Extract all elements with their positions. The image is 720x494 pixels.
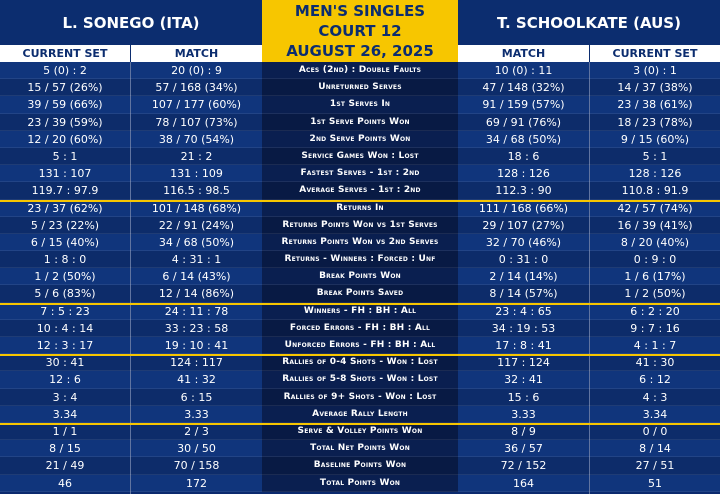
stat-label: Rallies of 0-4 Shots - Won : Lost [262,354,458,371]
stat-label: Unforced Errors - FH : BH : All [262,337,458,354]
right-match-value: 8 / 14 (57%) [458,285,589,302]
left-current-set-value: 23 / 39 (59%) [0,114,130,131]
left-match-value: 38 / 70 (54%) [131,131,262,148]
right-match-value: 29 / 107 (27%) [458,217,589,234]
left-match-value: 101 / 148 (68%) [131,200,262,217]
right-current-set-value: 5 : 1 [590,148,720,165]
left-match-value: 4 : 31 : 1 [131,251,262,268]
left-match-value: 41 : 32 [131,371,262,388]
stat-label: 1st Serve Points Won [262,114,458,131]
left-current-set-value: 5 : 1 [0,148,130,165]
right-match-value: 36 / 57 [458,440,589,457]
right-current-set-value: 9 / 15 (60%) [590,131,720,148]
left-current-set-value: 39 / 59 (66%) [0,96,130,113]
stat-label: Unreturned Serves [262,79,458,96]
right-current-set-value: 1 / 6 (17%) [590,268,720,285]
stat-label: Fastest Serves - 1st : 2nd [262,165,458,182]
stat-label: Break Points Saved [262,285,458,302]
right-match-value: 18 : 6 [458,148,589,165]
left-match-value: 57 / 168 (34%) [131,79,262,96]
stat-label: Serve & Volley Points Won [262,423,458,440]
stat-label: Returns - Winners : Forced : Unf [262,251,458,268]
right-match-value: 3.33 [458,406,589,423]
right-match-value: 117 : 124 [458,354,589,371]
stat-row [0,96,720,113]
column-divider [589,62,590,494]
match-date: AUGUST 26, 2025 [286,42,434,60]
left-current-set-value: 23 / 37 (62%) [0,200,130,217]
right-player-name: T. SCHOOLKATE (AUS) [497,14,681,32]
left-match-value: 30 / 50 [131,440,262,457]
stat-row [0,148,720,165]
event-title: MEN'S SINGLES [294,2,426,20]
left-current-set-value: 6 / 15 (40%) [0,234,130,251]
right-current-set-value: 128 : 126 [590,165,720,182]
right-match-value: 10 (0) : 11 [458,62,589,79]
right-current-set-value: 27 / 51 [590,457,720,474]
right-current-set-value: 3 (0) : 1 [590,62,720,79]
right-current-set-value: 0 : 9 : 0 [590,251,720,268]
left-match-value: 19 : 10 : 41 [131,337,262,354]
right-match-value: 2 / 14 (14%) [458,268,589,285]
left-current-set-value: 3.34 [0,406,130,423]
right-current-set-value: 6 : 12 [590,371,720,388]
left-current-set-value: 119.7 : 97.9 [0,182,130,199]
left-match-value: 116.5 : 98.5 [131,182,262,199]
left-current-set-value: 5 / 6 (83%) [0,285,130,302]
stat-row [0,320,720,337]
stat-row [0,475,720,492]
right-match-value: 34 / 68 (50%) [458,131,589,148]
court-name: COURT 12 [318,22,402,40]
left-match-value: 2 / 3 [131,423,262,440]
left-match-value: 20 (0) : 9 [131,62,262,79]
left-current-set-value: 5 / 23 (22%) [0,217,130,234]
left-current-set-value: 7 : 5 : 23 [0,303,130,320]
stat-label: Aces (2nd) : Double Faults [262,62,458,79]
right-current-set-header: CURRENT SET [590,45,720,62]
column-divider [130,62,131,494]
right-match-value: 15 : 6 [458,389,589,406]
right-current-set-value: 16 / 39 (41%) [590,217,720,234]
right-match-value: 8 / 9 [458,423,589,440]
left-match-value: 12 / 14 (86%) [131,285,262,302]
right-match-value: 91 / 159 (57%) [458,96,589,113]
stat-row [0,200,720,217]
left-match-value: 24 : 11 : 78 [131,303,262,320]
right-current-set-value: 14 / 37 (38%) [590,79,720,96]
stat-row [0,285,720,302]
stat-label: Total Points Won [262,475,458,492]
stat-label: Winners - FH : BH : All [262,303,458,320]
stats-table [0,62,720,492]
stat-row [0,406,720,423]
stat-row [0,440,720,457]
left-player-name: L. SONEGO (ITA) [62,14,200,32]
left-current-set-value: 12 : 6 [0,371,130,388]
left-current-set-value: 12 / 20 (60%) [0,131,130,148]
right-current-set-value: 9 : 7 : 16 [590,320,720,337]
left-current-set-value: 3 : 4 [0,389,130,406]
right-match-value: 23 : 4 : 65 [458,303,589,320]
right-current-set-value: 110.8 : 91.9 [590,182,720,199]
stat-row [0,79,720,96]
right-match-value: 112.3 : 90 [458,182,589,199]
left-match-value: 172 [131,475,262,492]
left-match-value: 70 / 158 [131,457,262,474]
stat-label: Average Rally Length [262,406,458,423]
right-match-value: 34 : 19 : 53 [458,320,589,337]
stat-row [0,182,720,199]
right-match-value: 32 : 41 [458,371,589,388]
stat-row [0,337,720,354]
right-current-set-value: 0 / 0 [590,423,720,440]
right-current-set-value: 6 : 2 : 20 [590,303,720,320]
left-current-set-value: 1 : 8 : 0 [0,251,130,268]
stat-label: Forced Errors - FH : BH : All [262,320,458,337]
right-current-set-value: 3.34 [590,406,720,423]
left-match-value: 78 / 107 (73%) [131,114,262,131]
stat-label: Service Games Won : Lost [262,148,458,165]
left-match-value: 22 / 91 (24%) [131,217,262,234]
left-match-value: 3.33 [131,406,262,423]
stat-row [0,371,720,388]
left-current-set-value: 12 : 3 : 17 [0,337,130,354]
stat-label: Total Net Points Won [262,440,458,457]
left-current-set-value: 131 : 107 [0,165,130,182]
right-match-value: 69 / 91 (76%) [458,114,589,131]
left-current-set-header: CURRENT SET [0,45,130,62]
stat-row [0,217,720,234]
left-match-value: 34 / 68 (50%) [131,234,262,251]
right-current-set-value: 23 / 38 (61%) [590,96,720,113]
stat-label: Baseline Points Won [262,457,458,474]
left-match-value: 124 : 117 [131,354,262,371]
right-match-value: 47 / 148 (32%) [458,79,589,96]
right-current-set-value: 4 : 1 : 7 [590,337,720,354]
left-current-set-value: 5 (0) : 2 [0,62,130,79]
stat-row [0,354,720,371]
stat-row [0,457,720,474]
left-current-set-value: 46 [0,475,130,492]
right-match-value: 128 : 126 [458,165,589,182]
stat-row [0,165,720,182]
left-current-set-value: 1 / 1 [0,423,130,440]
right-match-value: 164 [458,475,589,492]
left-current-set-value: 1 / 2 (50%) [0,268,130,285]
right-match-header: MATCH [458,45,589,62]
right-current-set-value: 8 / 20 (40%) [590,234,720,251]
right-match-value: 32 / 70 (46%) [458,234,589,251]
left-current-set-value: 21 / 49 [0,457,130,474]
right-match-value: 111 / 168 (66%) [458,200,589,217]
stat-row [0,234,720,251]
left-current-set-value: 30 : 41 [0,354,130,371]
left-match-value: 33 : 23 : 58 [131,320,262,337]
stat-label: 1st Serves In [262,96,458,113]
stat-row [0,131,720,148]
stat-label: 2nd Serve Points Won [262,131,458,148]
left-current-set-value: 10 : 4 : 14 [0,320,130,337]
right-current-set-value: 18 / 23 (78%) [590,114,720,131]
right-match-value: 72 / 152 [458,457,589,474]
stat-label: Average Serves - 1st : 2nd [262,182,458,199]
stat-row [0,251,720,268]
left-match-value: 6 : 15 [131,389,262,406]
right-current-set-value: 4 : 3 [590,389,720,406]
right-current-set-value: 51 [590,475,720,492]
stat-label: Rallies of 5-8 Shots - Won : Lost [262,371,458,388]
stat-label: Returns In [262,200,458,217]
stat-row [0,303,720,320]
stat-row [0,423,720,440]
left-match-header: MATCH [131,45,262,62]
stat-label: Rallies of 9+ Shots - Won : Lost [262,389,458,406]
column-headers [0,45,720,62]
left-match-value: 107 / 177 (60%) [131,96,262,113]
right-current-set-value: 8 / 14 [590,440,720,457]
left-match-value: 21 : 2 [131,148,262,165]
right-current-set-value: 41 : 30 [590,354,720,371]
stat-label: Returns Points Won vs 2nd Serves [262,234,458,251]
left-match-value: 131 : 109 [131,165,262,182]
stat-label: Returns Points Won vs 1st Serves [262,217,458,234]
right-match-value: 0 : 31 : 0 [458,251,589,268]
stat-row [0,268,720,285]
stat-row [0,114,720,131]
left-match-value: 6 / 14 (43%) [131,268,262,285]
left-current-set-value: 8 / 15 [0,440,130,457]
right-current-set-value: 1 / 2 (50%) [590,285,720,302]
stat-label: Break Points Won [262,268,458,285]
stat-row [0,62,720,79]
left-current-set-value: 15 / 57 (26%) [0,79,130,96]
right-current-set-value: 42 / 57 (74%) [590,200,720,217]
stat-row [0,389,720,406]
right-match-value: 17 : 8 : 41 [458,337,589,354]
